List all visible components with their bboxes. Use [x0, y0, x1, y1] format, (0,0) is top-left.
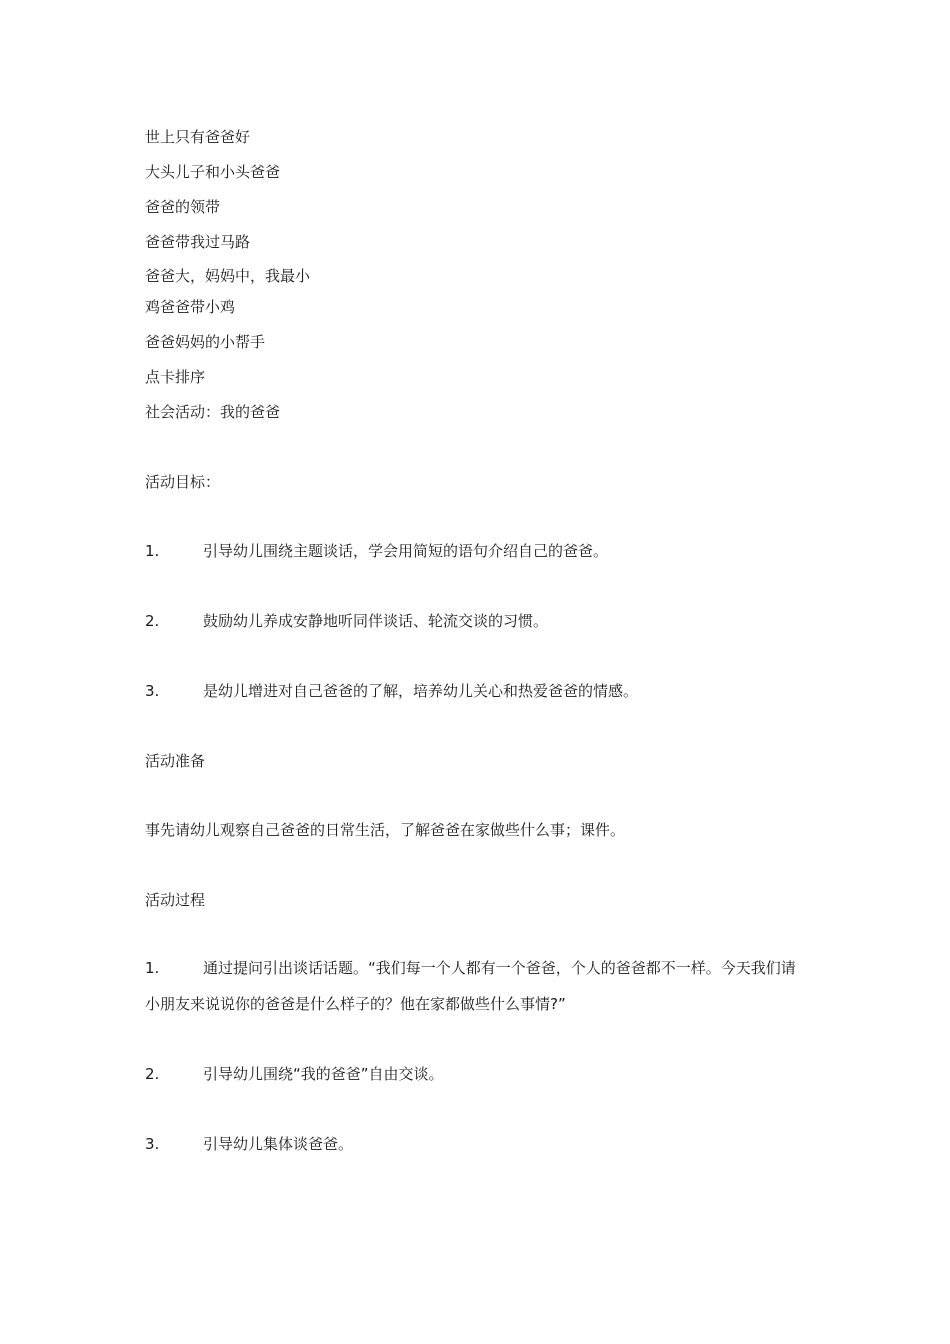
- goal-number: 2.: [145, 612, 160, 630]
- title-line: 大头儿子和小头爸爸: [145, 163, 281, 181]
- process-item: [145, 1064, 444, 1084]
- prep-text: 事先请幼儿观察自己爸爸的日常生活，了解爸爸在家做些什么事；课件。: [145, 821, 626, 839]
- process-text: 引导幼儿集体谈爸爸。: [203, 1135, 354, 1153]
- title-line: 爸爸带我过马路: [145, 233, 251, 251]
- process-item: [145, 1134, 353, 1154]
- title-line: 爸爸大，妈妈中，我最小: [145, 267, 311, 285]
- process-number: 3.: [145, 1135, 160, 1153]
- title-line: 点卡排序: [145, 368, 206, 386]
- process-text: 通过提问引出谈话话题。“我们每一个人都有一个爸爸，个人的爸爸都不一样。今天我们请小朋友来说说你的爸爸是什么样子的？他在家都做些什么事情?”: [145, 959, 796, 1013]
- goal-number: 3.: [145, 682, 160, 700]
- prep-heading: 活动准备: [145, 752, 206, 770]
- goal-text: 鼓励幼儿养成安静地听同伴谈话、轮流交谈的习惯。: [203, 612, 549, 630]
- goal-text: 是幼儿增进对自己爸爸的了解，培养幼儿关心和热爱爸爸的情感。: [203, 682, 639, 700]
- goal-number: 1.: [145, 542, 160, 560]
- goal-item: [145, 681, 638, 701]
- title-line: 爸爸的领带: [145, 198, 221, 216]
- process-number: 1.: [145, 959, 160, 977]
- process-number: 2.: [145, 1065, 160, 1083]
- process-text: 引导幼儿围绕“我的爸爸”自由交谈。: [203, 1065, 444, 1083]
- title-line: 世上只有爸爸好: [145, 128, 251, 146]
- goals-heading: 活动目标：: [145, 473, 221, 491]
- title-line: 鸡爸爸带小鸡: [145, 298, 236, 316]
- process-heading: 活动过程: [145, 891, 206, 909]
- title-line: 爸爸妈妈的小帮手: [145, 333, 266, 351]
- process-item: [145, 950, 805, 1022]
- title-line: 社会活动：我的爸爸: [145, 403, 281, 421]
- goal-text: 引导幼儿围绕主题谈话，学会用简短的语句介绍自己的爸爸。: [203, 542, 609, 560]
- goal-item: [145, 541, 608, 561]
- goal-item: [145, 611, 548, 631]
